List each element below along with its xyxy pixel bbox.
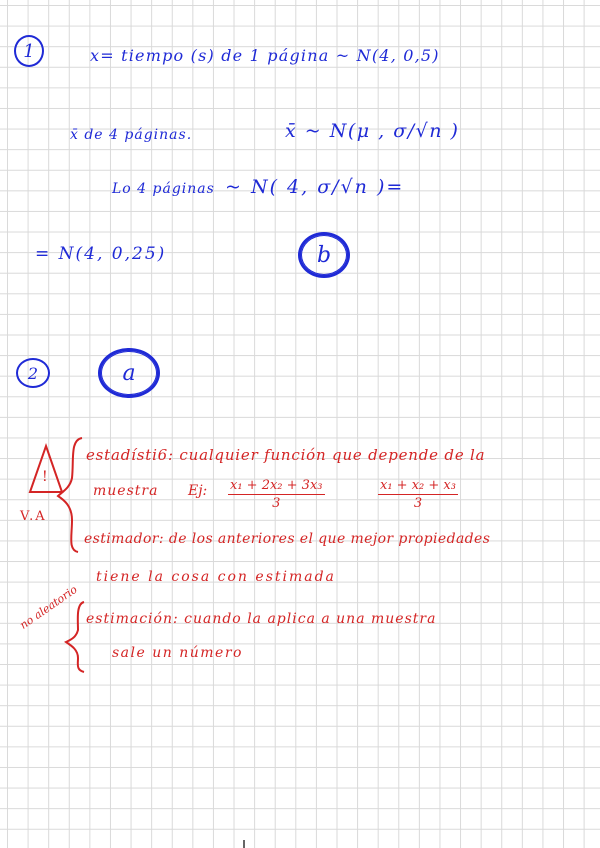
problem-1-line-4: = N(4, 0,25) xyxy=(35,244,167,264)
estimador-line-1: estimador: de los anteriores el que mejor propiedades xyxy=(84,531,491,547)
problem-1-number-text: 1 xyxy=(23,40,35,62)
estimacion-line-1: estimación: cuando la aplica a una muestra xyxy=(86,611,437,627)
problem-1-answer-text: b xyxy=(316,242,332,268)
warning-mark: ! xyxy=(42,469,48,485)
no-aleatorio-label: no aleatorio xyxy=(17,582,80,632)
fraction-2 xyxy=(378,478,458,511)
problem-1-line-2-a: x̄ de 4 páginas. xyxy=(70,127,193,143)
fraction-1-numerator: x₁ + 2x₂ + 3x₃ xyxy=(230,478,323,493)
estimacion-line-2: sale un número xyxy=(112,645,243,661)
problem-2-number-text: 2 xyxy=(27,363,39,383)
problem-1-line-3-a: Lo 4 páginas xyxy=(112,181,215,197)
problem-1-line-2-b: x̄ ~ N(μ , σ/√n ) xyxy=(285,120,460,142)
small-brace-icon xyxy=(66,602,84,672)
problem-1-line-1: x= tiempo (s) de 1 página ~ N(4, 0,5) xyxy=(90,46,440,65)
fraction-1 xyxy=(228,478,325,511)
fraction-2-denominator: 3 xyxy=(413,496,423,511)
fraction-1-denominator: 3 xyxy=(272,496,281,511)
estadistico-line-2: muestra xyxy=(93,483,159,499)
estimador-line-2: tiene la cosa con estimada xyxy=(96,569,336,585)
estadistico-line-1: estadísti6: cualquier función que depende de la xyxy=(86,446,486,464)
problem-1-line-3-b: ~ N( 4, σ/√n )= xyxy=(225,176,405,198)
va-label: V.A xyxy=(20,509,47,524)
problem-2-answer-text: a xyxy=(122,360,136,386)
ej-label: Ej: xyxy=(188,483,208,499)
big-brace-icon xyxy=(58,438,82,552)
fraction-2-numerator: x₁ + x₂ + x₃ xyxy=(380,478,456,493)
